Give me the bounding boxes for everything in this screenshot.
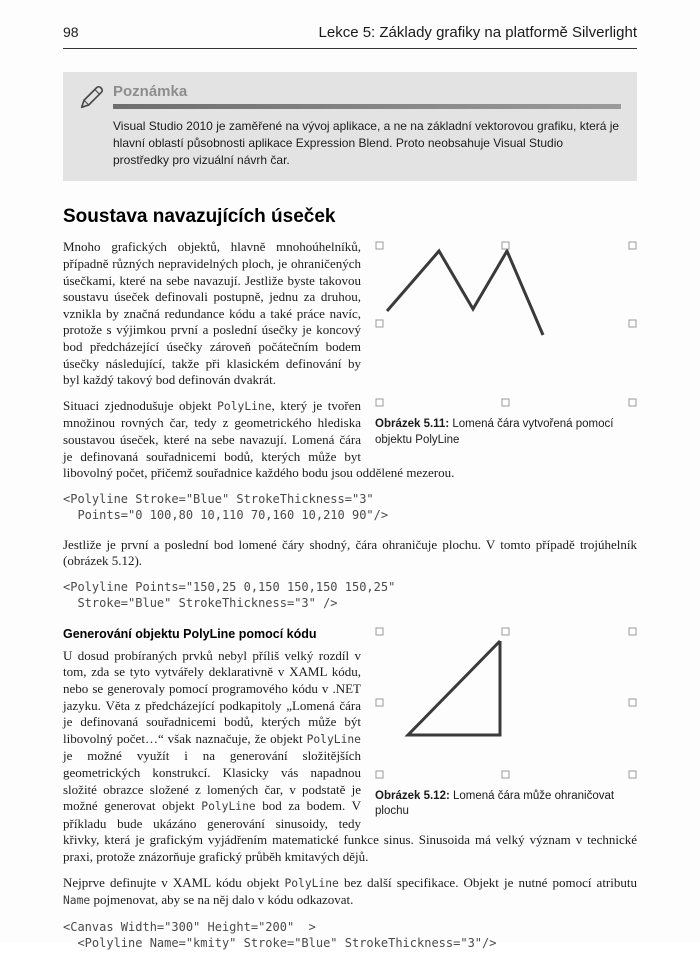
inline-code-polyline: PolyLine — [217, 399, 272, 413]
code-block-3: <Canvas Width="300" Height="200" > <Polyline Name="kmity" Stroke="Blue" StrokeThickness="3"/> — [63, 919, 497, 951]
code-block-2: <Polyline Points="150,25 0,150 150,150 150,25" Stroke="Blue" StrokeThickness="3" /> — [63, 579, 396, 611]
body-paragraph-5: Nejprve definujte v XAML kódu objekt PolyLine bez další specifikace. Objekt je nutné pomocí atributu Name pojmenovat, aby se na něj dalo v kódu odkazovat. — [63, 874, 637, 908]
body-paragraph-1: Mnoho grafických objektů, hlavně mnohoúhelníků, případně různých nepravidelných ploch, je ohraničených úsečkami, které na sebe navazují. Jestliže byste takovou soustavu úseček definovali postupně, jednu za druhou, vznikla by značná redundance kódu a také práce navíc, protože s výjimkou první a poslední úsečky je koncový bod předcházející úsečky zároveň počátečním bodem úsečky následující, takže při klasickém definování by byl každý takový bod definován dvakrát. — [63, 239, 361, 388]
body-paragraph-3: Jestliže je první a poslední bod lomené čáry shodný, čára ohraničuje plochu. V tomto případě trojúhelník (obrázek 5.12). — [63, 536, 637, 569]
section-generovani — [63, 625, 637, 965]
running-head — [63, 24, 637, 49]
inline-code-name: Name — [63, 894, 91, 908]
figure-5-12-canvas — [375, 627, 637, 779]
section-heading-soustava: Soustava navazujících úseček — [63, 206, 336, 228]
polyline-triangle — [408, 641, 500, 735]
body-paragraph-2: Situaci zjednodušuje objekt PolyLine, který je tvořen množinou rovných čar, tedy z geometrického hlediska soustavou úseček, které na sebe navazují. Lomená čára je definovaná souřadnicemi bodů, kterých může byt libovolný počet, přičemž souřadnice každého bodu jsou oddělené mezerou. — [63, 397, 455, 481]
page-number: 98 — [63, 24, 79, 40]
note-divider — [113, 104, 621, 109]
body-paragraph-4: U dosud probíraných prvků nebyl příliš velký rozdíl v tom, zda se tyto vytvářely deklarativně v XAML kódu, nebo se generovaly pomocí programového kódu v .NET jazyku. Věta z předcházející podkapitoly „Lomená čára je definovaná souřadnicemi bodů, kterých může být libovolný počet…“ však naznačuje, že objekt PolyLine je možné využít i na generování složitějších geometrických konstrukcí. Klasicky vás napadnou složité obrazce složené z lomených čar, v podstatě je možné generovat objekt PolyLine bod za bodem. V příkladu bude ukázáno generování sinusoidy, tedy křivky, která je grafickým vyjádřením matematické funkce sinus. Sinusoida má velký význam v technické praxi, protože znázorňuje grafický průběh kmitavých dějů. — [63, 647, 637, 865]
caption-text: Lomená čára může ohraničovat plochu — [375, 789, 615, 818]
caption-text: Lomená čára vytvořená pomocí objektu PolyLine — [375, 418, 614, 446]
figure-5-12-caption — [375, 789, 637, 819]
selection-handles[interactable] — [376, 628, 636, 778]
pencil-icon — [77, 82, 107, 112]
caption-label: Obrázek 5.11: — [375, 418, 450, 431]
note-body: Visual Studio 2010 je zaměřené na vývoj aplikace, a ne na základní vektorovou grafiku, která je hlavní oblastí působnosti aplikace Expression Blend. Proto neobsahuje Visual Studio prostředky pro vizuální návrh čar. — [113, 119, 620, 167]
note-box — [63, 72, 637, 181]
section-soustava — [63, 239, 637, 625]
figure-5-11-canvas — [375, 241, 637, 407]
selection-handles[interactable] — [376, 242, 636, 406]
figure-5-11-caption — [375, 417, 637, 447]
inline-code-polyline: PolyLine — [201, 800, 256, 814]
chapter-title: Lekce 5: Základy grafiky na platformě Silverlight — [318, 24, 637, 41]
figure-5-11 — [375, 241, 637, 447]
figure-5-12 — [375, 627, 637, 819]
caption-label: Obrázek 5.12: — [375, 789, 450, 802]
inline-code-polyline: PolyLine — [284, 876, 339, 890]
note-title: Poznámka — [113, 83, 188, 100]
code-block-1: <Polyline Stroke="Blue" StrokeThickness="3" Points="0 100,80 10,110 70,160 10,210 90"/> — [63, 491, 389, 523]
subsection-heading-generovani: Generování objektu PolyLine pomocí kódu — [63, 626, 317, 641]
inline-code-polyline: PolyLine — [306, 732, 361, 746]
polyline-zigzag — [387, 251, 543, 335]
